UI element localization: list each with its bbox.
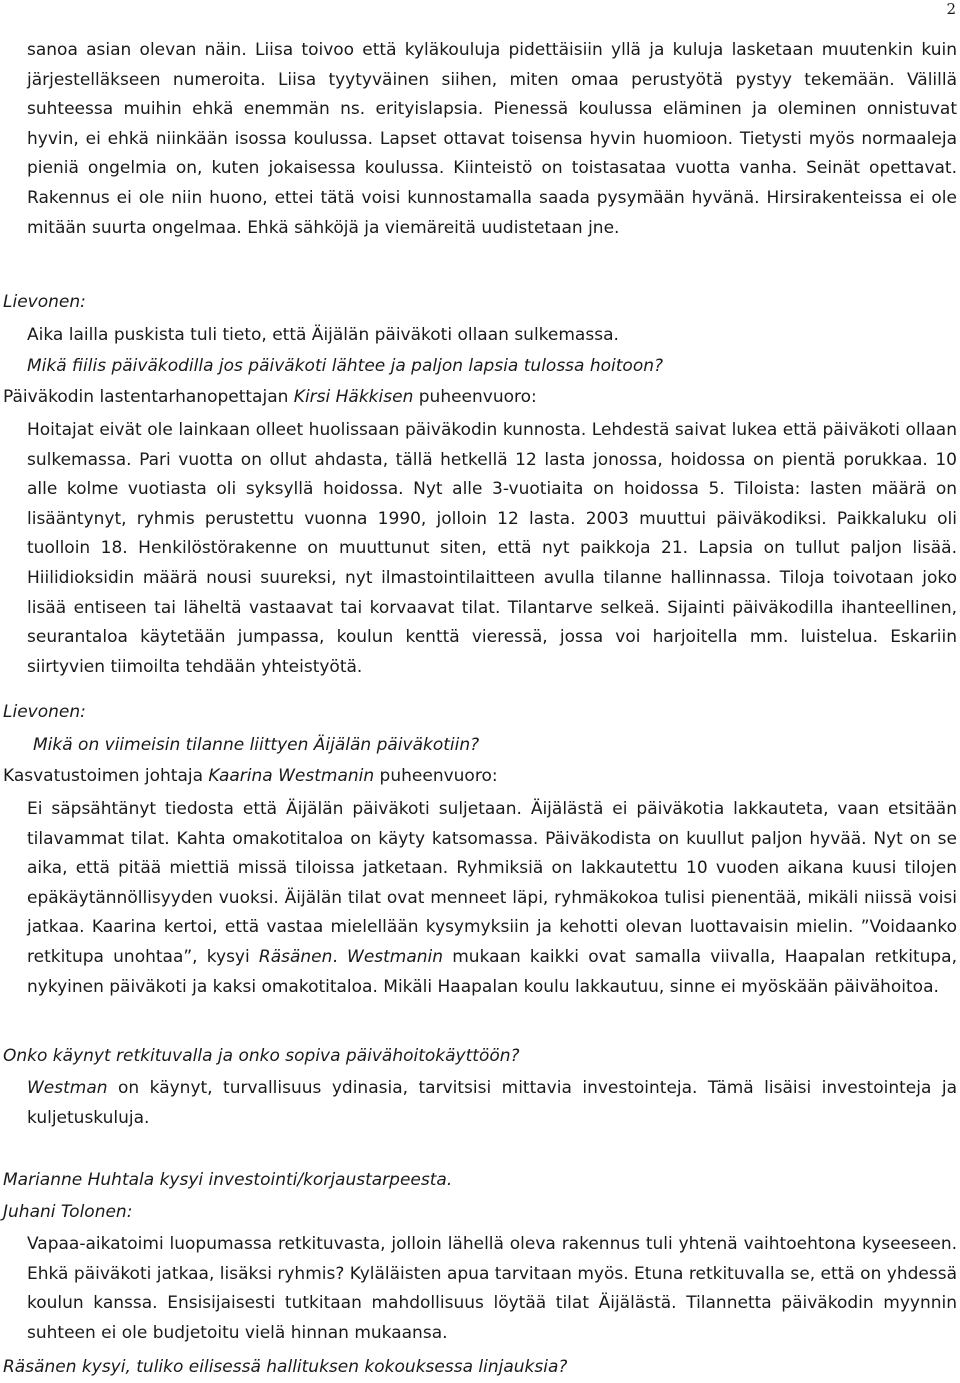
answer-text: on käynyt, turvallisuus ydinasia, tarvitsisi mittavia investointeja. Tämä lisäisi investointeja ja kuljetuskuluja. (27, 1078, 957, 1128)
speaker-name-hakkinen: Kirsi Häkkisen (293, 387, 414, 407)
speaker-intro-hakkinen (3, 387, 537, 407)
intro-text: Päiväkodin lastentarhanopettajan (3, 387, 294, 407)
intro-suffix: puheenvuoro: (413, 387, 537, 407)
question-retkitupa: Onko käynyt retkituvalla ja onko sopiva päivähoitokäyttöön? (3, 1046, 520, 1066)
speaker-label-tolonen: Juhani Tolonen: (3, 1202, 133, 1222)
name-westmanin: Westmanin (347, 946, 444, 967)
answer-paragraph-hakkinen: Hoitajat eivät ole lainkaan olleet huolissaan päiväkodin kunnosta. Lehdestä saivat lukea että päiväkoti ollaan sulkemassa. Pari vuotta on ollut ahdasta, tällä hetkellä 12 lasta jonossa, hoidossa on pientä porukkaa. 10 alle kolme vuotiasta oli syksyllä hoidossa. Nyt alle 3-vuotiaita on hoidossa 5. Tiloista: lasten määrä on lisääntynyt, ryhmis perustettu vuonna 1990, jolloin 12 lasta. 2003 muuttui päiväkodiksi. Paikkaluku oli tuolloin 18. Henkilöstörakenne on muuttunut siten, että nyt paikkoja 21. Lapsia on tullut paljon lisää. Hiilidioksidin määrä nousi suureksi, nyt ilmastointilaitteen avulla tilanne hallinnassa. Tiloja toivotaan joko lisää entiseen tai läheltä vastaavat tai korvaavat tilat. Tilantarve selkeä. Sijainti päiväkodilla ihanteellinen, seurantaloa käytetään jumpassa, koulun kenttä vieressä, jossa voi harjoitella mm. luistelua. Eskariin siirtyvien tiimoilta tehdään yhteistyötä. (27, 420, 957, 677)
answer-paragraph-westman-2 (27, 1074, 957, 1133)
question-line-2: Mikä on viimeisin tilanne liittyen Äijälän päiväkotiin? (33, 735, 480, 755)
answer-text-2: . (332, 946, 348, 967)
answer-text-1: Ei säpsähtänyt tiedosta että Äijälän päiväkoti suljetaan. Äijälästä ei päiväkotia lakkauteta, vaan etsitään tilavammat tilat. Kahta omakotitaloa on käyty katsomassa. Päiväkodista on kuullut paljon hyvää. Nyt on se aika, että pitää miettiä missä tiloissa jatketaan. Ryhmiksiä on lakkautettu 10 vuoden aikana kuusi tilojen epäkäytännöllisyyden vuoksi. Äijälän tilat ovat menneet läpi, ryhmäkokoa tulisi pienentää, mikäli niissä voisi jatkaa. Kaarina kertoi, että vastaa mielellään kysymyksiin ja kehotti olevan luottavaisin mielin. ”Voidaanko retkitupa unohtaa”, kysyi (27, 799, 957, 967)
answer-paragraph-westman (27, 795, 957, 1002)
question-rasanen: Räsänen kysyi, tuliko eilisessä hallituksen kokouksessa linjauksia? (3, 1357, 568, 1377)
intro-text-2: Kasvatustoimen johtaja (3, 766, 209, 786)
speaker-intro-westman (3, 766, 498, 786)
speaker-label-lievonen-2: Lievonen: (3, 702, 86, 722)
speaker-label-lievonen-1: Lievonen: (3, 292, 86, 312)
answer-text-3: mukaan kaikki ovat samalla viivalla, Haapalan retkitupa, nykyinen päiväkoti ja kaksi omakotitaloa. Mikäli Haapalan koulu lakkautuu, sinne ei myöskään päivähoitoa. (27, 946, 957, 997)
page-number: 2 (946, 0, 956, 18)
speaker-name-westman: Kaarina Westmanin (208, 766, 375, 786)
question-huhtala: Marianne Huhtala kysyi investointi/korjaustarpeesta. (3, 1170, 453, 1190)
intro-paragraph: sanoa asian olevan näin. Liisa toivoo että kyläkouluja pidettäisiin yllä ja kuluja lasketaan muutenkin kuin järjestelläkseen numeroita. Liisa tyytyväinen siihen, miten omaa perustyötä pystyy tekemään. Välillä suhteessa muihin ehkä enemmän ns. erityislapsia. Pienessä koulussa eläminen ja oleminen onnistuvat hyvin, ei ehkä niinkään isossa koulussa. Lapset ottavat toisensa hyvin huomioon. Tietysti myös normaaleja pieniä ongelmia on, kuten jokaisessa koulussa. Kiinteistö on toistasataa vuotta vanha. Seinät opettavat. Rakennus ei ole niin huono, ettei tätä voisi kunnostamalla saada pysymään hyvänä. Hirsirakenteissa ei ole mitään suurta ongelmaa. Ehkä sähköjä ja viemäreitä uudistetaan jne. (27, 40, 957, 238)
question-line: Mikä fiilis päiväkodilla jos päiväkoti lähtee ja paljon lapsia tulossa hoitoon? (27, 356, 664, 376)
statement-line: Aika lailla puskista tuli tieto, että Äijälän päiväkoti ollaan sulkemassa. (27, 325, 619, 345)
answer-paragraph-tolonen: Vapaa-aikatoimi luopumassa retkituvasta, jolloin lähellä oleva rakennus tuli yhtenä vaihtoehtona kyseeseen. Ehkä päiväkoti jatkaa, lisäksi ryhmis? Kyläläisten apua tarvitaan myös. Etuna retkituvalla se, että on yhdessä koulun kanssa. Ensisijaisesti tutkitaan mahdollisuus löytää tilat Äijälästä. Tilannetta päiväkodin myynnin suhteen ei ole budjetoitu vielä hinnan mukaansa. (27, 1234, 957, 1343)
name-westman: Westman (27, 1078, 108, 1098)
intro-suffix-2: puheenvuoro: (374, 766, 498, 786)
name-rasanen: Räsänen (258, 946, 333, 967)
